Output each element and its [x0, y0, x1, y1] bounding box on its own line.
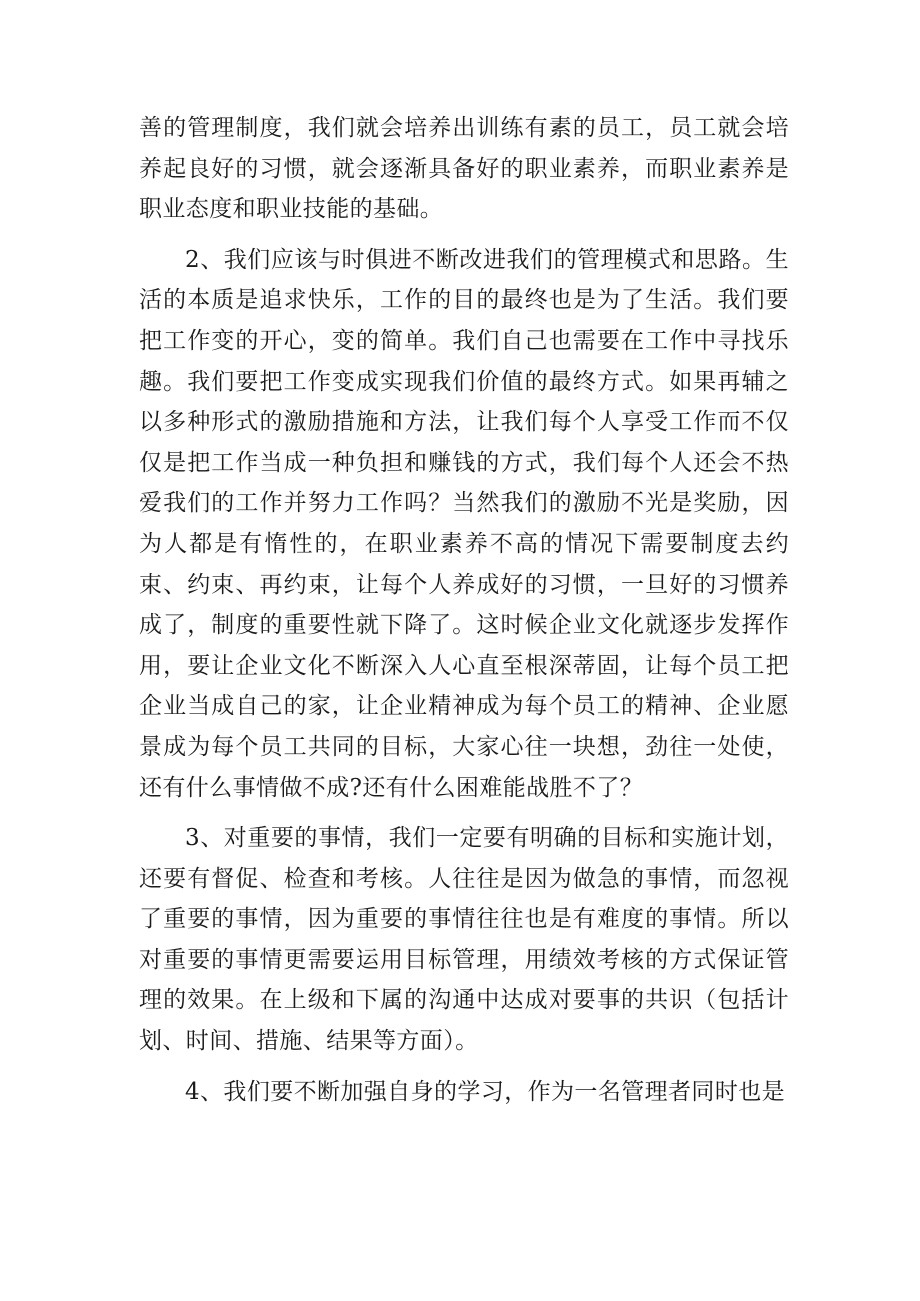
paragraph-continuation: 善的管理制度，我们就会培养出训练有素的员工，员工就会培养起良好的习惯，就会逐渐具备好的职业素养，而职业素养是职业态度和职业技能的基础。: [139, 115, 789, 223]
paragraph-3: 3、对重要的事情，我们一定要有明确的目标和实施计划，还要有督促、检查和考核。人往往是因为做急的事情，而忽视了重要的事情，因为重要的事情往往也是有难度的事情。所以对重要的事情更需要运用目标管理，用绩效考核的方式保证管理的效果。在上级和下属的沟通中达成对要事的共识（包括计划、时间、措施、结果等方面）。: [139, 825, 789, 1055]
document-body: [139, 108, 789, 1122]
paragraph-2: 2、我们应该与时俱进不断改进我们的管理模式和思路。生活的本质是追求快乐，工作的目的最终也是为了生活。我们要把工作变的开心，变的简单。我们自己也需要在工作中寻找乐趣。我们要把工作变成实现我们价值的最终方式。如果再辅之以多种形式的激励措施和方法，让我们每个人享受工作而不仅仅是把工作当成一种负担和赚钱的方式，我们每个人还会不热爱我们的工作并努力工作吗？当然我们的激励不光是奖励，因为人都是有惰性的，在职业素养不高的情况下需要制度去约束、约束、再约束，让每个人养成好的习惯，一旦好的习惯养成了，制度的重要性就下降了。这时候企业文化就逐步发挥作用，要让企业文化不断深入人心直至根深蒂固，让每个员工把企业当成自己的家，让企业精神成为每个员工的精神、企业愿景成为每个员工共同的目标，大家心往一块想，劲往一处使，还有什么事情做不成?还有什么困难能战胜不了？: [139, 246, 789, 801]
paragraph-4: 4、我们要不断加强自身的学习，作为一名管理者同时也是: [185, 1078, 786, 1105]
